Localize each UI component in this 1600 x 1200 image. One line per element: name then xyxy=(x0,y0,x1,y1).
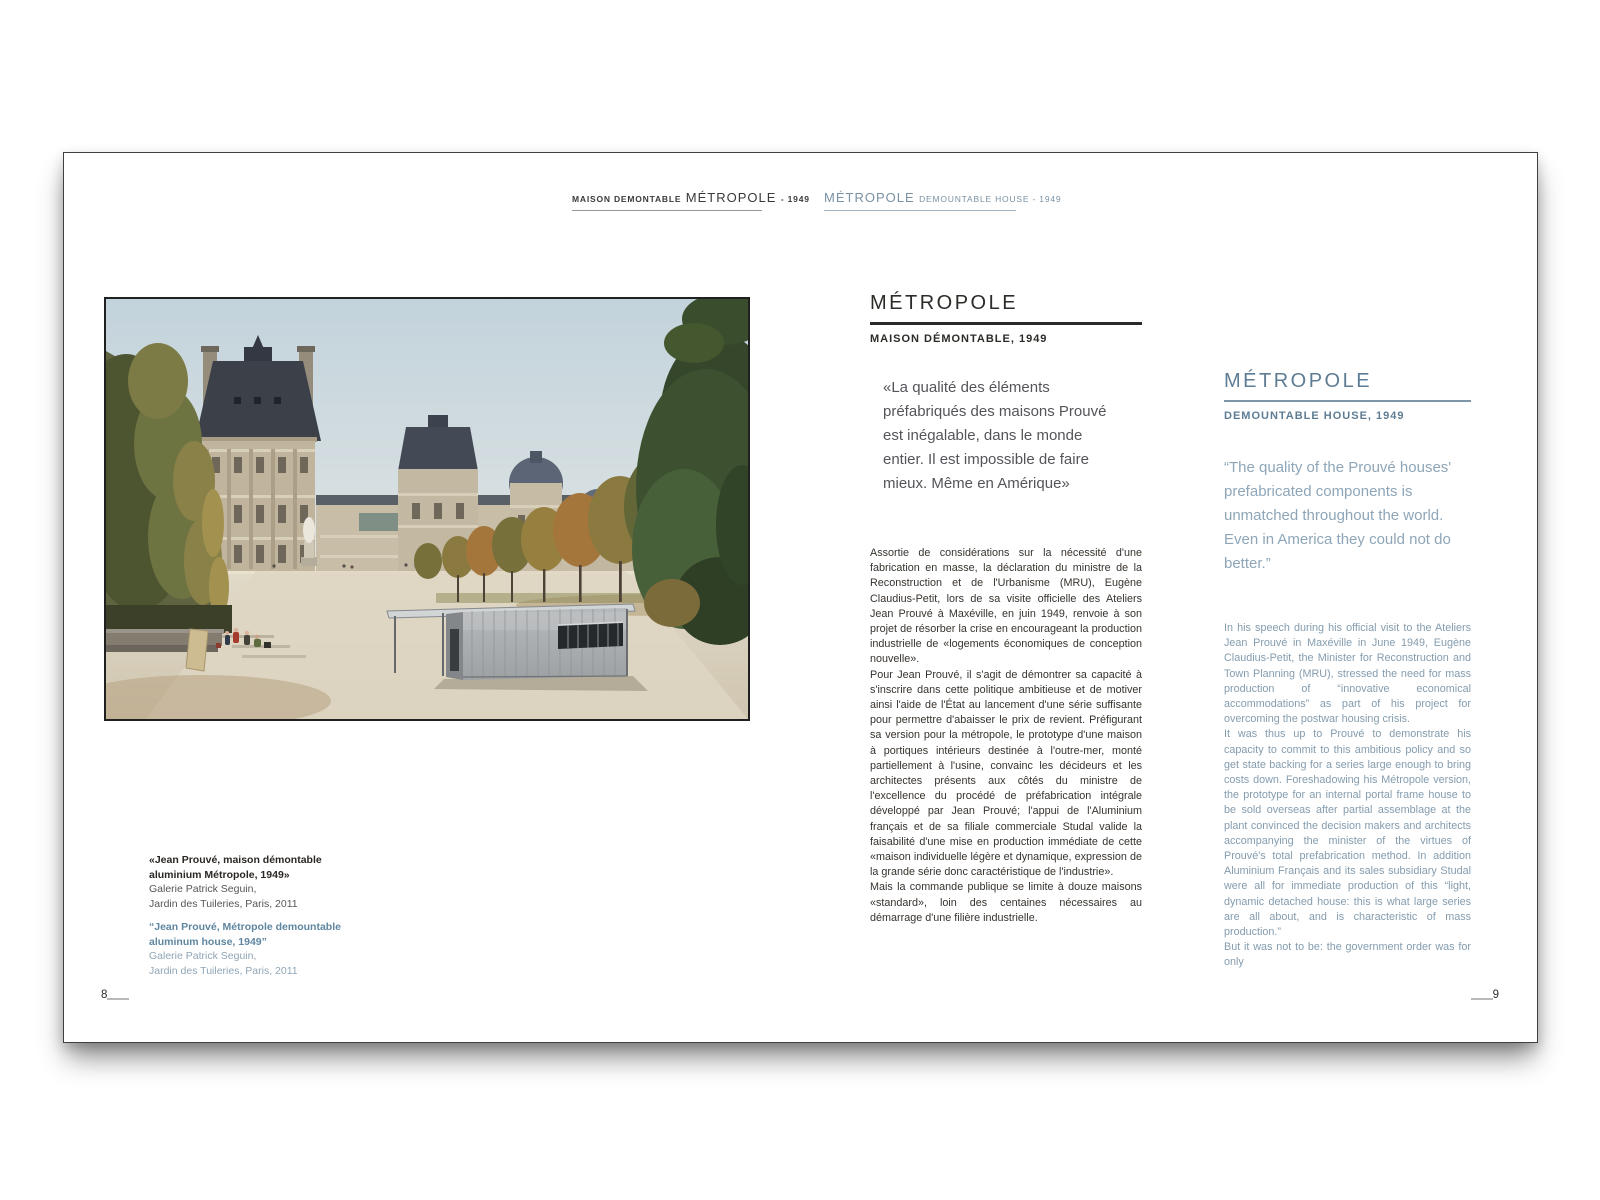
french-paragraph-3: Mais la commande publique se limite à douze maisons «standard», loin des centaines nécessaires au démarrage d'une filière industrielle. xyxy=(870,881,1142,924)
column-french xyxy=(870,291,1142,926)
column-english xyxy=(1224,369,1471,971)
french-paragraph-1: Assortie de considérations sur la nécessité d'une fabrication en masse, la déclaration du ministre de la Reconstruction et de l'Urbanisme (MRU), Eugène Claudius-Petit, lors de sa visite officielle des Ateliers Jean Prouvé à Maxéville, en juin 1949, renvoie à son projet de résorber la crise en encourageant la production industrielle de «logements économiques de conception nouvelle». xyxy=(870,547,1142,666)
running-head-en-suffix: DEMOUNTABLE HOUSE - 1949 xyxy=(919,194,1062,204)
caption-english xyxy=(149,920,341,978)
running-head-fr-title: MÉTROPOLE xyxy=(685,190,777,205)
pull-quote-english: “The quality of the Prouvé houses' prefabricated components is unmatched throughout the world. Even in America they could not do better.” xyxy=(1224,459,1452,572)
english-paragraph-1: In his speech during his official visit to the Ateliers Jean Prouvé in Maxéville in June 1949, Eugène Claudius-Petit, the Minister for Reconstruction and Town Planning (MRU), stressed the need for mass production of “innovative economical accommodations” as part of his project for overcoming the postwar housing crisis. xyxy=(1224,622,1471,726)
section-subtitle-french: MAISON DÉMONTABLE, 1949 xyxy=(870,333,1048,345)
tuileries-metropole-photo xyxy=(104,297,750,721)
running-head-en-title: MÉTROPOLE xyxy=(824,190,915,205)
caption-en-title-line2: aluminum house, 1949” xyxy=(149,935,267,948)
running-head-english xyxy=(824,189,1062,211)
section-subtitle-english: DEMOUNTABLE HOUSE, 1949 xyxy=(1224,410,1405,422)
body-text-english xyxy=(1224,621,1471,971)
section-title-english: MÉTROPOLE xyxy=(1224,369,1471,402)
caption-en-gallery: Galerie Patrick Seguin, xyxy=(149,950,257,962)
pull-quote-french: «La qualité des éléments préfabriqués des maisons Prouvé est inégalable, dans le monde entier. Il est impossible de faire mieux. Même en Amérique» xyxy=(883,379,1107,492)
page-number-right-rule xyxy=(1471,994,1493,1000)
running-head-fr-prefix: MAISON DEMONTABLE xyxy=(572,194,682,204)
page-number-left-rule xyxy=(107,994,129,1000)
book-spread xyxy=(63,152,1538,1043)
caption-french xyxy=(149,853,341,911)
running-head-french xyxy=(572,189,810,211)
section-title-french: MÉTROPOLE xyxy=(870,291,1142,325)
page-number-left-value: 8 xyxy=(101,989,108,1001)
running-head-fr-year: - 1949 xyxy=(780,194,810,204)
page-number-right xyxy=(1471,989,1499,1001)
photo-caption xyxy=(149,853,341,978)
page-number-left xyxy=(101,989,129,1001)
caption-en-location: Jardin des Tuileries, Paris, 2011 xyxy=(149,964,298,977)
english-paragraph-3: But it was not to be: the government order was for only xyxy=(1224,941,1471,969)
caption-fr-location: Jardin des Tuileries, Paris, 2011 xyxy=(149,897,298,910)
english-paragraph-2: It was thus up to Prouvé to demonstrate his capacity to commit to this ambitious policy and so get state backing for a series large enough to bring costs down. Foreshadowing his Métropole version, the prototype for an internal portal frame house to be sold overseas after partial assemblage at the plant convinced the decision makers and architects accompanying the minister of the virtues of Prouvé's total prefabrication method. In addition Aluminium Français and its sales subsidiary Studal were all for immediate production of this “light, dynamic detached house: this is what large series are all about, and is characteristic of mass production.” xyxy=(1224,728,1471,939)
caption-fr-gallery: Galerie Patrick Seguin, xyxy=(149,883,257,895)
body-text-french xyxy=(870,546,1142,926)
caption-fr-title-line2: aluminium Métropole, 1949» xyxy=(149,868,290,881)
caption-en-title-line1: “Jean Prouvé, Métropole demountable xyxy=(149,921,341,933)
caption-fr-title-line1: «Jean Prouvé, maison démontable xyxy=(149,854,322,866)
page-number-right-value: 9 xyxy=(1492,989,1499,1001)
french-paragraph-2: Pour Jean Prouvé, il s'agit de démontrer sa capacité à s'inscrire dans cette politique ambitieuse et de motiver ainsi l'aide de l'État au lancement d'une série suffisante pour permettre d'abaisser le prix de revient. Préfigurant sa version pour la métropole, le prototype d'une maison à portiques intérieurs destinée à l'outre-mer, monté partiellement à l'usine, convainc les décideurs et les architectes présents aux côtés du ministre de l'excellence du procédé de préfabrication intégrale développé par Jean Prouvé; l'appui de l'Aluminium français et de sa filiale commerciale Studal valide la faisabilité d'une mise en production immédiate de cette «maison individuelle légère et dynamique, expression de la grande série donc caractéristique de l'industrie». xyxy=(870,668,1142,879)
